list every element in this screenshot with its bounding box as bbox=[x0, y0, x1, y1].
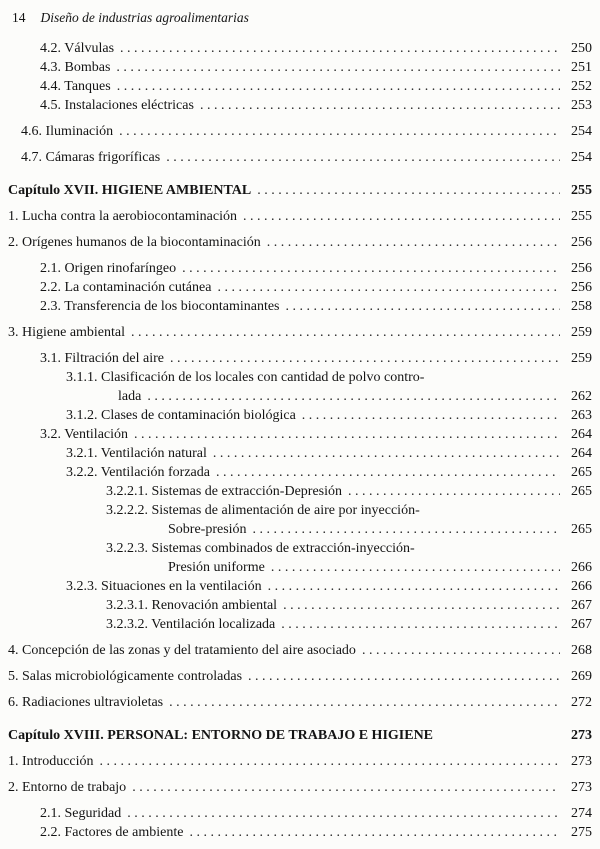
toc-entry bbox=[8, 463, 592, 482]
toc-entry bbox=[8, 96, 592, 115]
toc-entry bbox=[8, 667, 592, 686]
toc-entry-line bbox=[8, 297, 592, 316]
toc-entry-label: 3.2. Ventilación bbox=[40, 427, 129, 442]
toc-entry-line bbox=[8, 558, 592, 577]
toc-entry-line bbox=[8, 752, 592, 771]
toc-entry-line bbox=[8, 233, 592, 252]
toc-page-number: 254 bbox=[571, 150, 592, 165]
dot-leader bbox=[100, 752, 560, 771]
toc-entry bbox=[8, 148, 592, 167]
toc-page-number: 255 bbox=[571, 183, 592, 198]
toc-page-number: 255 bbox=[571, 209, 592, 224]
toc-entry-line bbox=[8, 349, 592, 368]
toc-entry-line bbox=[8, 726, 592, 745]
dot-leader bbox=[200, 96, 560, 115]
toc-page-number: 273 bbox=[571, 754, 592, 769]
dot-leader bbox=[216, 463, 560, 482]
dot-leader bbox=[302, 406, 560, 425]
toc-entry-line bbox=[8, 823, 592, 842]
toc-entry bbox=[8, 425, 592, 444]
toc-entry bbox=[8, 181, 592, 200]
toc-entry bbox=[8, 577, 592, 596]
toc-entry-label: 2.3. Transferencia de los biocontaminantes bbox=[40, 299, 280, 314]
toc-entry-label: Presión uniforme bbox=[168, 560, 265, 575]
toc-entry bbox=[8, 349, 592, 368]
header-book-title: Diseño de industrias agroalimentarias bbox=[40, 10, 249, 25]
toc-entry bbox=[8, 122, 592, 141]
toc-entry-label: 3.2.2. Ventilación forzada bbox=[66, 465, 210, 480]
toc-entry-line bbox=[8, 615, 592, 634]
dot-leader bbox=[132, 778, 560, 797]
toc-entry-label: 3.2.2.2. Sistemas de alimentación de aire por inyección- bbox=[106, 503, 420, 518]
toc-page-number: 252 bbox=[571, 79, 592, 94]
toc-entry-label: 4.7. Cámaras frigoríficas bbox=[21, 150, 161, 165]
toc-page-number: 265 bbox=[571, 522, 592, 537]
toc-entry-line bbox=[8, 323, 592, 342]
dot-leader bbox=[271, 558, 560, 577]
toc-entry bbox=[8, 297, 592, 316]
toc-entry-line bbox=[8, 39, 592, 58]
dot-leader bbox=[170, 349, 560, 368]
toc-entry-line bbox=[8, 577, 592, 596]
dot-leader bbox=[166, 148, 560, 167]
toc-entry-line bbox=[8, 58, 592, 77]
toc-entry bbox=[8, 58, 592, 77]
toc-page-number: 259 bbox=[571, 325, 592, 340]
toc-entry-label: 2.2. Factores de ambiente bbox=[40, 825, 184, 840]
dot-leader bbox=[286, 297, 560, 316]
toc-entry-label: 2. Orígenes humanos de la biocontaminación bbox=[8, 235, 261, 250]
toc-entry bbox=[8, 539, 592, 577]
toc-page-number: 272 bbox=[571, 695, 592, 710]
toc-entry bbox=[8, 77, 592, 96]
toc-entry-label: 2.1. Seguridad bbox=[40, 806, 122, 821]
dot-leader bbox=[362, 641, 560, 660]
toc-entry bbox=[8, 778, 592, 797]
toc-page-number: 256 bbox=[571, 235, 592, 250]
toc-page-number: 275 bbox=[571, 825, 592, 840]
toc-entry bbox=[8, 482, 592, 501]
toc-entry-line bbox=[8, 387, 592, 406]
toc-entry-label: 4.6. Iluminación bbox=[21, 124, 114, 139]
toc-page-number: 268 bbox=[571, 643, 592, 658]
toc-page-number: 264 bbox=[571, 446, 592, 461]
toc-entry bbox=[8, 641, 592, 660]
toc-entry-label: Sobre-presión bbox=[168, 522, 247, 537]
toc-entry-line bbox=[8, 444, 592, 463]
toc-entry-label: 3.1.2. Clases de contaminación biológica bbox=[66, 408, 296, 423]
toc-entry-label: lada bbox=[118, 389, 142, 404]
dot-leader bbox=[213, 444, 560, 463]
toc-page-number: 264 bbox=[571, 427, 592, 442]
toc-entry-label: 4.5. Instalaciones eléctricas bbox=[40, 98, 194, 113]
toc-entry-label: 3. Higiene ambiental bbox=[8, 325, 126, 340]
toc-entry-line bbox=[8, 96, 592, 115]
toc-entry-line bbox=[8, 501, 592, 520]
toc-page-number: 266 bbox=[571, 579, 592, 594]
toc-entry-label: 2.1. Origen rinofaríngeo bbox=[40, 261, 177, 276]
dot-leader bbox=[182, 259, 560, 278]
toc-entry-line bbox=[8, 778, 592, 797]
dot-leader bbox=[134, 425, 560, 444]
toc-entry-label: 3.2.3.1. Renovación ambiental bbox=[106, 598, 278, 613]
toc-entry-line bbox=[8, 406, 592, 425]
toc-page-number: 265 bbox=[571, 484, 592, 499]
dot-leader bbox=[169, 693, 560, 712]
toc-entry bbox=[8, 39, 592, 58]
toc-entry-label: 2.2. La contaminación cutánea bbox=[40, 280, 212, 295]
toc-page-number: 274 bbox=[571, 806, 592, 821]
dot-leader bbox=[283, 596, 560, 615]
dot-leader bbox=[131, 323, 560, 342]
toc-entry-label: 3.2.3.2. Ventilación localizada bbox=[106, 617, 276, 632]
toc-entry-label: 4.3. Bombas bbox=[40, 60, 111, 75]
toc-entry bbox=[8, 207, 592, 226]
toc-entry-line bbox=[8, 667, 592, 686]
toc-entry bbox=[8, 823, 592, 842]
toc-entry bbox=[8, 323, 592, 342]
page-header bbox=[12, 10, 592, 26]
toc-entry-line bbox=[8, 148, 592, 167]
toc-entry-line bbox=[8, 77, 592, 96]
toc-entry bbox=[8, 752, 592, 771]
toc-entry-line bbox=[8, 207, 592, 226]
dot-leader bbox=[120, 39, 560, 58]
toc-page-number: 262 bbox=[571, 389, 592, 404]
dot-leader bbox=[117, 77, 560, 96]
dot-leader bbox=[268, 577, 560, 596]
toc-entry bbox=[8, 259, 592, 278]
toc-page-number: 267 bbox=[571, 598, 592, 613]
toc-entry-line bbox=[8, 278, 592, 297]
toc-entry-label: 1. Introducción bbox=[8, 754, 94, 769]
toc-entry-label: 6. Radiaciones ultravioletas bbox=[8, 695, 164, 710]
toc-page-number: 273 bbox=[571, 728, 592, 743]
dot-leader bbox=[217, 278, 560, 297]
toc-page-number: 269 bbox=[571, 669, 592, 684]
toc-entry-label: 3.2.2.3. Sistemas combinados de extracción-inyección- bbox=[106, 541, 415, 556]
toc-page-number: 250 bbox=[571, 41, 592, 56]
toc-entry-label: 3.2.1. Ventilación natural bbox=[66, 446, 207, 461]
toc-entry-line bbox=[8, 596, 592, 615]
toc-entry-line bbox=[8, 539, 592, 558]
dot-leader bbox=[257, 181, 560, 200]
toc-entry bbox=[8, 726, 592, 745]
toc-entry-label: 3.2.3. Situaciones en la ventilación bbox=[66, 579, 262, 594]
toc-entry-label: Capítulo XVII. HIGIENE AMBIENTAL bbox=[8, 183, 252, 198]
dot-leader bbox=[116, 58, 560, 77]
toc-entry-label: 4. Concepción de las zonas y del tratamiento del aire asociado bbox=[8, 643, 356, 658]
toc-entry-label: 5. Salas microbiológicamente controladas bbox=[8, 669, 243, 684]
toc-entry-line bbox=[8, 641, 592, 660]
toc-entry-line bbox=[8, 368, 592, 387]
dot-leader bbox=[248, 667, 560, 686]
toc-entry-label: 4.2. Válvulas bbox=[40, 41, 115, 56]
toc-entry bbox=[8, 501, 592, 539]
dot-leader bbox=[119, 122, 560, 141]
toc-entry-line bbox=[8, 181, 592, 200]
toc-page-number: 258 bbox=[571, 299, 592, 314]
toc-entry-label: 3.1.1. Clasificación de los locales con cantidad de polvo contro- bbox=[66, 370, 425, 385]
toc-page-number: 254 bbox=[571, 124, 592, 139]
dot-leader bbox=[348, 482, 560, 501]
toc-entry-line bbox=[8, 259, 592, 278]
toc-entry-label: 3.1. Filtración del aire bbox=[40, 351, 165, 366]
toc-entry-line bbox=[8, 520, 592, 539]
dot-leader bbox=[281, 615, 560, 634]
toc-entry-line bbox=[8, 425, 592, 444]
toc-entry-line bbox=[8, 482, 592, 501]
toc-page-number: 256 bbox=[571, 261, 592, 276]
toc-entry-label: 1. Lucha contra la aerobiocontaminación bbox=[8, 209, 237, 224]
toc-page-number: 253 bbox=[571, 98, 592, 113]
toc-entry-label: Capítulo XVIII. PERSONAL: ENTORNO DE TRABAJO E HIGIENE bbox=[8, 728, 434, 743]
toc-page-number: 259 bbox=[571, 351, 592, 366]
toc-entry bbox=[8, 804, 592, 823]
toc-entry-line bbox=[8, 804, 592, 823]
dot-leader bbox=[267, 233, 560, 252]
toc-entry bbox=[8, 278, 592, 297]
toc-entry bbox=[8, 406, 592, 425]
toc-entry bbox=[8, 444, 592, 463]
toc-page-number: 266 bbox=[571, 560, 592, 575]
toc-page-number: 265 bbox=[571, 465, 592, 480]
dot-leader bbox=[189, 823, 560, 842]
header-page-number: 14 bbox=[12, 10, 26, 25]
toc-page-number: 251 bbox=[571, 60, 592, 75]
dot-leader bbox=[253, 520, 560, 539]
toc-entry-label: 3.2.2.1. Sistemas de extracción-Depresión bbox=[106, 484, 342, 499]
toc-entry-line bbox=[8, 463, 592, 482]
toc-page-number: 273 bbox=[571, 780, 592, 795]
toc-entry-line bbox=[8, 693, 592, 712]
toc-entry-line bbox=[8, 122, 592, 141]
toc-entry bbox=[8, 615, 592, 634]
toc-entry-label: 2. Entorno de trabajo bbox=[8, 780, 127, 795]
toc-entry bbox=[8, 693, 592, 712]
toc-page-number: 263 bbox=[571, 408, 592, 423]
toc-list bbox=[8, 39, 592, 842]
toc-entry bbox=[8, 233, 592, 252]
dot-leader bbox=[243, 207, 560, 226]
toc-page-number: 267 bbox=[571, 617, 592, 632]
toc-entry bbox=[8, 368, 592, 406]
dot-leader bbox=[147, 387, 560, 406]
toc-entry-label: 4.4. Tanques bbox=[40, 79, 111, 94]
toc-entry bbox=[8, 596, 592, 615]
dot-leader bbox=[127, 804, 560, 823]
toc-page-number: 256 bbox=[571, 280, 592, 295]
